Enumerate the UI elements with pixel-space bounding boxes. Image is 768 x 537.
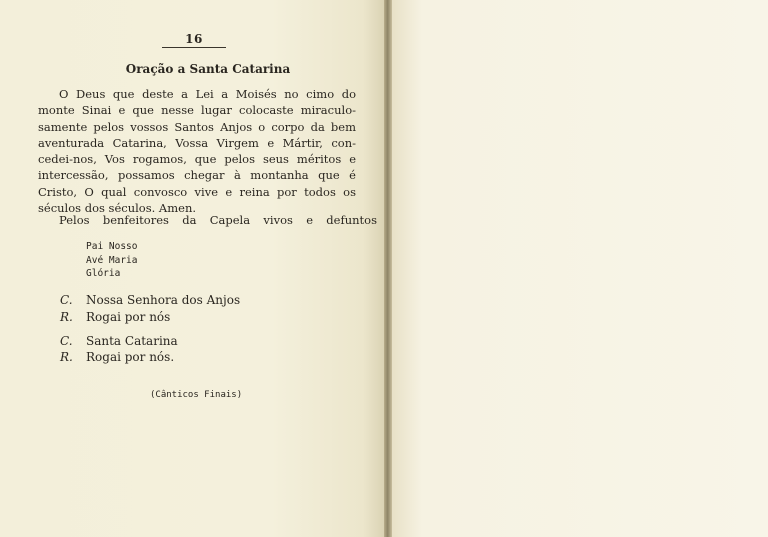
prayer-line: samente pelos vossos Santos Anjos o corpo da bem — [38, 119, 356, 134]
prayer-item-pai-nosso: Pai Nosso — [86, 241, 138, 252]
versicle-tag: C. — [60, 293, 73, 307]
versicle-call — [60, 293, 240, 308]
closing-note: (Cânticos Finais) — [150, 390, 243, 400]
prayer-item-gloria: Glória — [86, 268, 121, 279]
versicle-text: Rogai por nós. — [86, 350, 175, 364]
prayer-list — [86, 240, 137, 281]
page-number: 16 — [185, 32, 203, 46]
right-page-blank — [392, 0, 768, 537]
prayer-line: séculos dos séculos. Amen. — [38, 201, 197, 216]
page-number-rule — [162, 47, 226, 48]
prayer-line: O Deus que deste a Lei a Moisés no cimo do — [59, 87, 356, 101]
versicle-tag: C. — [60, 334, 73, 348]
prayer-line: cedei-nos, Vos rogamos, que pelos seus méritos e — [38, 152, 356, 167]
prayer-item-ave-maria: Avé Maria — [86, 254, 138, 266]
versicle-text: Santa Catarina — [86, 334, 178, 348]
book-gutter — [384, 0, 392, 537]
versicle-text: Nossa Senhora dos Anjos — [86, 293, 241, 307]
prayer-line: monte Sinai e que nesse lugar colocaste miraculo- — [38, 103, 356, 118]
versicle-response — [60, 350, 174, 365]
versicle-call — [60, 334, 178, 349]
versicle-response — [60, 310, 170, 325]
prayer-title: Oração a Santa Catarina — [125, 62, 291, 76]
prayer-text — [38, 86, 356, 216]
versicle-tag: R. — [60, 350, 73, 364]
prayer-line: intercessão, possamos chegar à montanha que é — [38, 168, 356, 183]
versicle-text: Rogai por nós — [86, 310, 171, 324]
benfeitores-line: Pelos benfeitores da Capela vivos e defuntos — [59, 213, 377, 227]
prayer-line: Cristo, O qual convosco vive e reina por todos os — [38, 184, 356, 199]
prayer-line: aventurada Catarina, Vossa Virgem e Mártir, con- — [38, 135, 356, 150]
versicle-tag: R. — [60, 310, 73, 324]
